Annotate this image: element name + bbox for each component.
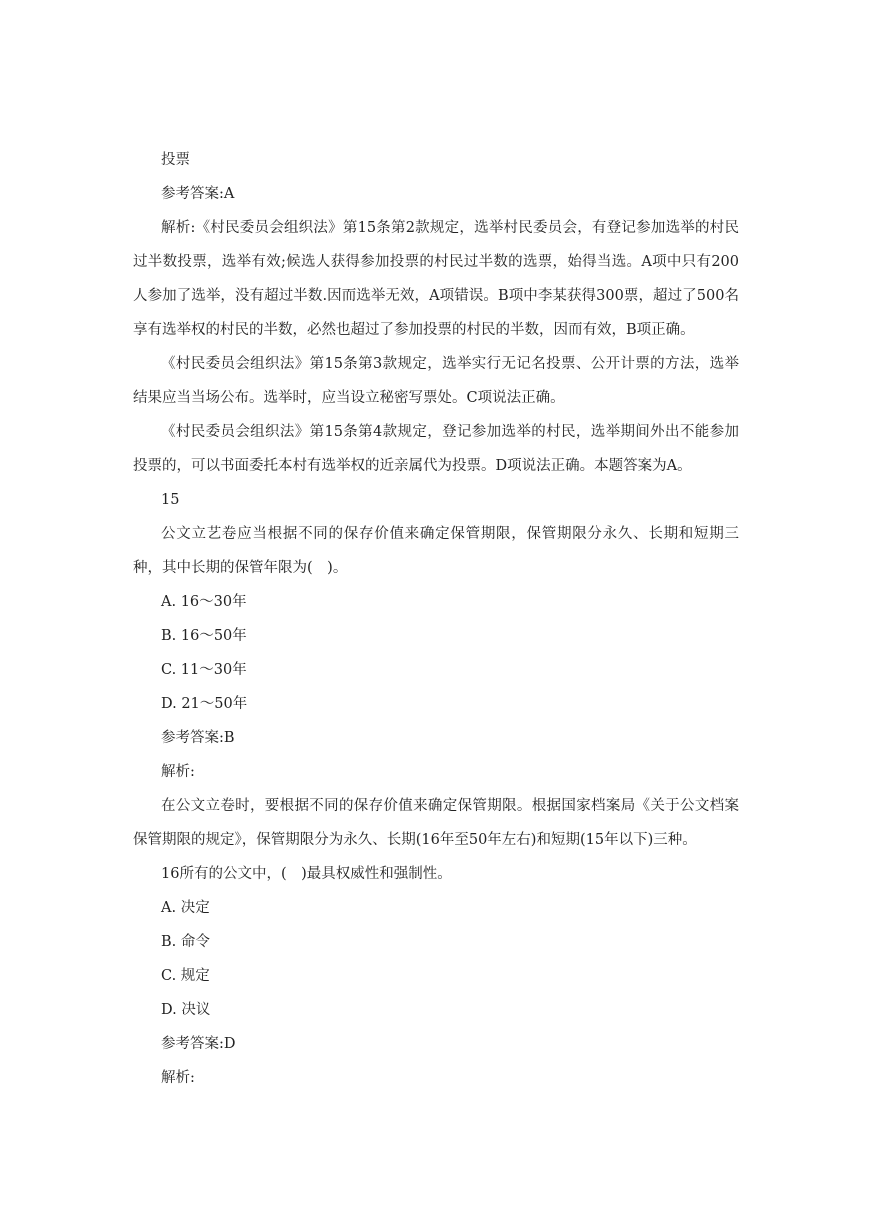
explanation-15-label: 解析: [161,764,195,780]
explanation-14-part1: 解析:《村民委员会组织法》第15条第2款规定，选举村民委员会，有登记参加选举的村民过半数投票，选举有效;候选人获得参加投票的村民过半数的选票，始得当选。A项中只有200人参加了选举，没有超过半数.因而选举无效，A项错误。B项中李某获得300票，超过了500名享有选举权的村民的半数，必然也超过了参加投票的村民的半数，因而有效，B项正确。 [133,220,739,338]
question-16-option-a: A. 决定 [161,900,210,916]
question-15-option-a: A. 16～30年 [161,594,247,610]
paragraph-continuation: 投票 [161,152,190,168]
question-16-option-c: C. 规定 [161,968,210,984]
explanation-16-label: 解析: [161,1070,195,1086]
question-16-option-b: B. 命令 [161,934,210,950]
question-15-stem: 公文立艺卷应当根据不同的保存价值来确定保管期限，保管期限分永久、长期和短期三种，其中长期的保管年限为( )。 [133,526,739,576]
answer-14: 参考答案:A [161,186,235,202]
question-15-option-d: D. 21～50年 [161,696,248,712]
question-15-option-c: C. 11～30年 [161,662,247,678]
explanation-14-part3: 《村民委员会组织法》第15条第4款规定，登记参加选举的村民，选举期间外出不能参加投票的，可以书面委托本村有选举权的近亲属代为投票。D项说法正确。本题答案为A。 [133,424,739,474]
question-number-15: 15 [161,492,180,508]
explanation-15-text: 在公文立卷时，要根据不同的保存价值来确定保管期限。根据国家档案局《关于公文档案保管期限的规定》，保管期限分为永久、长期(16年至50年左右)和短期(15年以下)三种。 [133,798,739,848]
answer-15: 参考答案:B [161,730,235,746]
question-16-stem: 16所有的公文中，( )最具权威性和强制性。 [161,866,452,882]
question-15-option-b: B. 16～50年 [161,628,247,644]
answer-16: 参考答案:D [161,1036,236,1052]
explanation-14-part2: 《村民委员会组织法》第15条第3款规定，选举实行无记名投票、公开计票的方法，选举结果应当当场公布。选举时，应当设立秘密写票处。C项说法正确。 [133,356,739,406]
document-body [133,143,739,1095]
question-16-option-d: D. 决议 [161,1002,211,1018]
